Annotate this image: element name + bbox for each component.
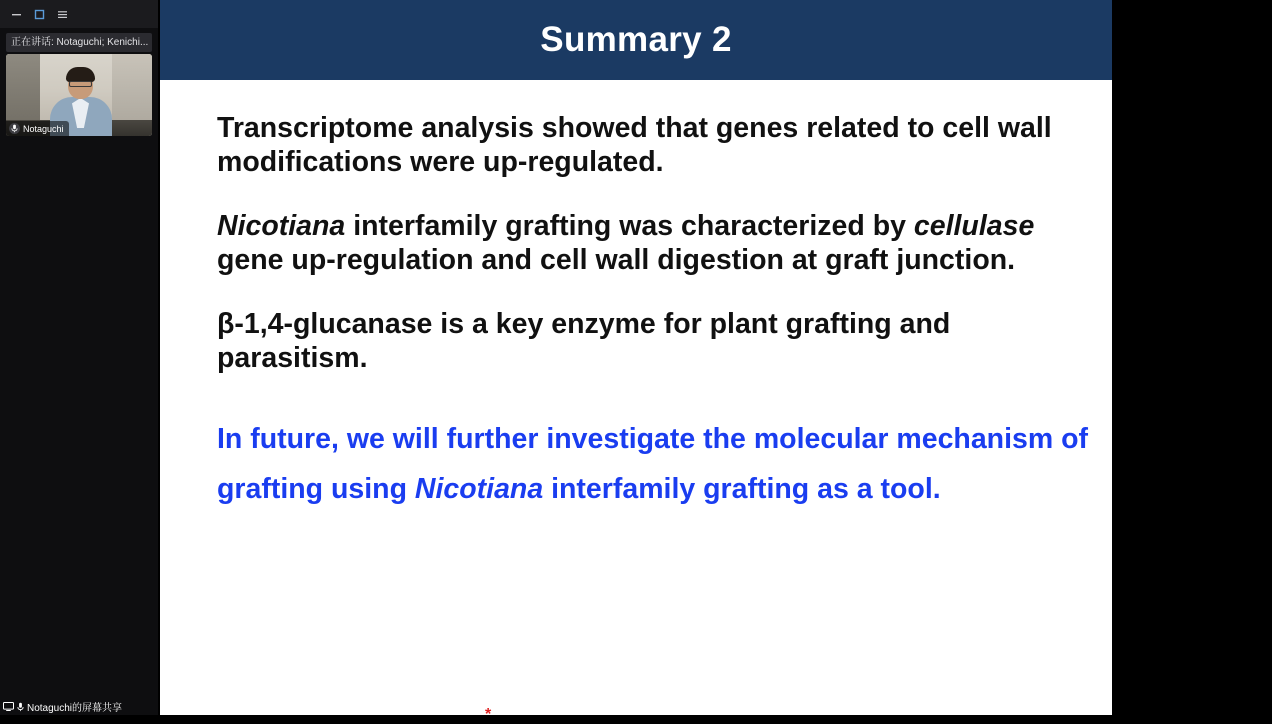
menu-icon[interactable] — [56, 8, 69, 21]
screen-share-status — [0, 698, 122, 715]
paragraph-2-run-3: cellulase — [913, 209, 1035, 242]
slide-paragraph-3 — [217, 308, 1097, 376]
maximize-icon[interactable] — [33, 8, 46, 21]
minimize-icon[interactable] — [10, 8, 23, 21]
shared-slide — [160, 0, 1112, 723]
active-speaker-label: 正在讲话: Notaguchi; Kenichi... — [6, 33, 152, 52]
slide-paragraph-4 — [217, 415, 1097, 514]
screen-share-label: Notaguchi的屏幕共享 — [27, 703, 123, 714]
paragraph-1-run-1: Transcriptome analysis showed that genes related to cell wall modifications were up-regulated. — [217, 112, 1052, 178]
paragraph-4-run-3: interfamily grafting as a tool. — [543, 473, 941, 506]
slide-paragraph-2 — [217, 210, 1097, 278]
slide-body — [217, 112, 1097, 545]
participant-name: Notaguchi — [23, 123, 64, 134]
paragraph-2-run-1: Nicotiana — [217, 209, 346, 242]
video-person-hair — [66, 67, 95, 82]
microphone-icon — [9, 123, 20, 134]
participants-panel — [0, 0, 158, 715]
paragraph-2-run-2: interfamily grafting was characterized by — [345, 209, 914, 242]
slide-title-bar — [160, 0, 1112, 80]
slide-footer-mark: * — [485, 706, 492, 723]
paragraph-2-run-4: gene up-regulation and cell wall digestion at graft junction. — [217, 243, 1016, 276]
paragraph-3-run-1: β-1,4-glucanase is a key enzyme for plant grafting and parasitism. — [217, 307, 951, 374]
slide-paragraph-1 — [217, 112, 1097, 180]
screen-share-icon — [3, 702, 14, 711]
paragraph-4-run-1: In future, we will further investigate the molecular mechanism of grafting using — [217, 423, 1089, 506]
microphone-icon — [17, 702, 24, 712]
slide-title: Summary 2 — [540, 20, 732, 59]
participant-name-badge — [6, 121, 69, 136]
paragraph-4-run-2: Nicotiana — [414, 473, 544, 506]
panel-toolbar[interactable] — [0, 0, 158, 28]
participant-video-tile[interactable] — [6, 54, 152, 136]
video-person-glasses — [69, 81, 92, 87]
letterbox-right — [1112, 0, 1272, 715]
